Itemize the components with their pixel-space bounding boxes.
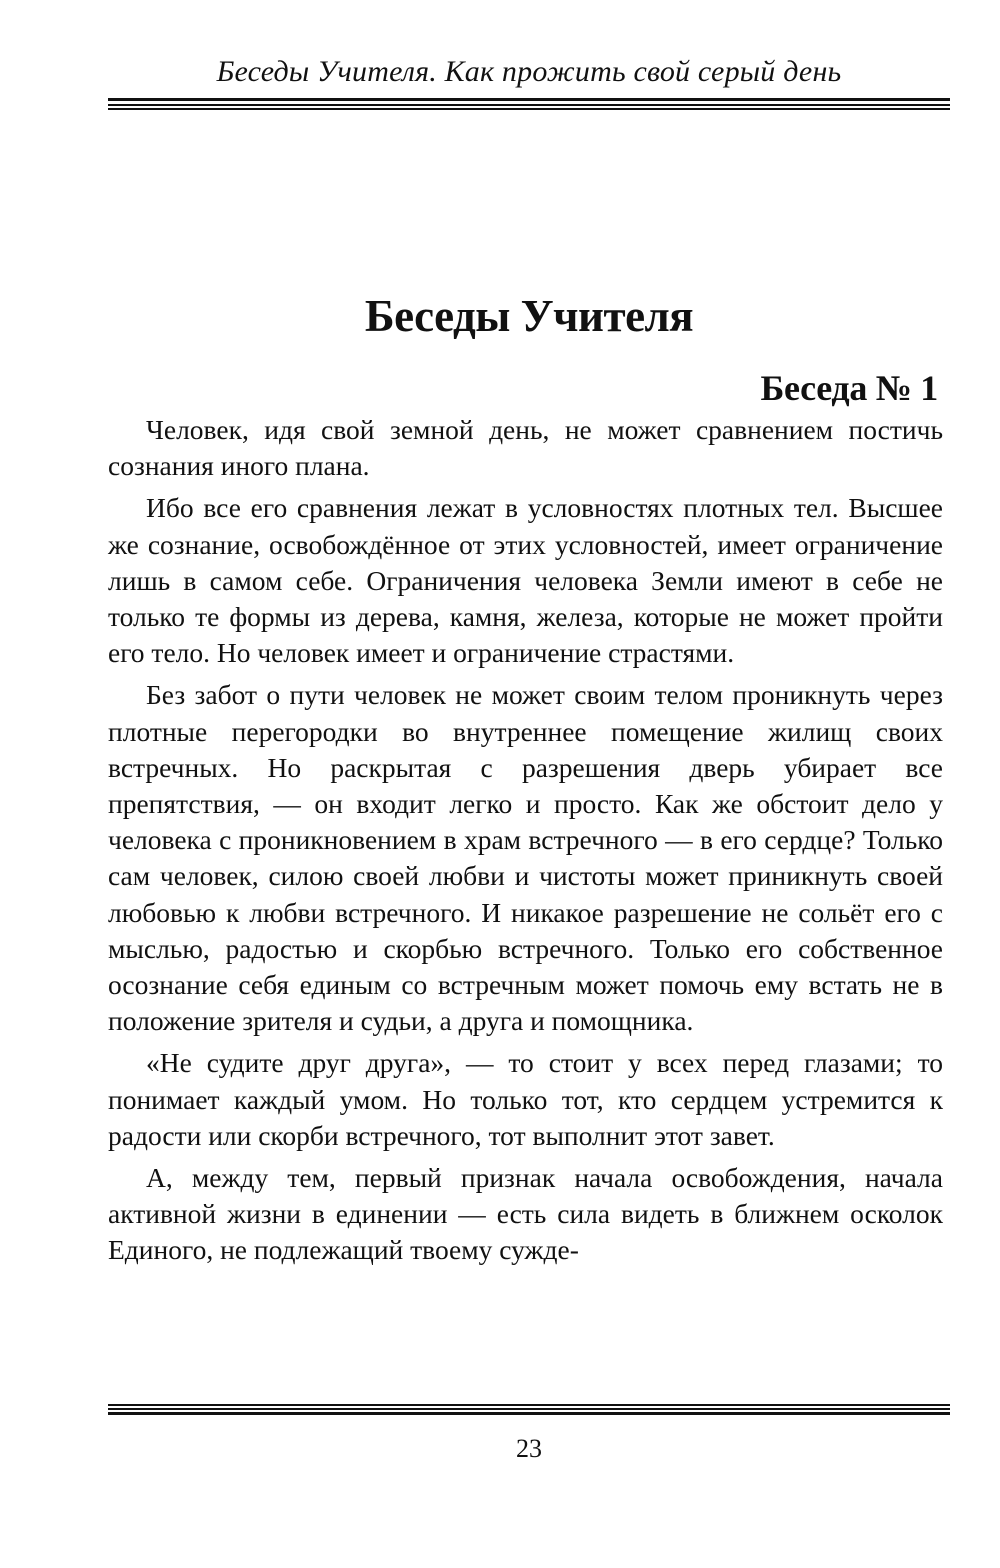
section-title: Беседа № 1	[760, 367, 938, 408]
page-number: 23	[516, 1434, 542, 1463]
paragraph: Ибо все его сравнения лежат в условностях плотных тел. Высшее же сознание, освобождённое от этих условностей, имеет ограничение лишь в самом себе. Ограничения человека Земли имеют в себе не только те формы из дерева, камня, железа, которые не может пройти его тело. Но человек имеет и ограничение страстями.	[108, 492, 943, 669]
body-text	[108, 412, 943, 1275]
paragraph: А, между тем, первый признак начала освобождения, начала активной жизни в единении — есть сила видеть в ближнем осколок Единого, не подлежащий твоему сужде-	[108, 1162, 943, 1266]
footer-divider	[108, 1404, 950, 1416]
header-divider	[108, 98, 950, 110]
paragraph: «Не судите друг друга», — то стоит у всех перед глазами; то понимает каждый умом. Но только тот, кто сердцем устремится к радости или скорби встречного, тот выполнит этот завет.	[108, 1047, 943, 1151]
paragraph: Без забот о пути человек не может своим телом проникнуть через плотные перегородки во внутреннее помещение жилищ своих встречных. Но раскрытая с разрешения дверь убирает все препятствия, — он входит легко и просто. Как же обстоит дело у человека с проникновением в храм встречного — в его сердце? Только сам человек, силою своей любви и чистоты может приникнуть своей любовью к любви встречного. И никакое разрешение не сольёт его с мыслью, радостью и скорбью встречного. Только его собственное осознание себя единым со встречным может помочь ему встать не в положение зрителя и судьи, а друга и помощника.	[108, 679, 943, 1037]
running-header: Беседы Учителя. Как прожить свой серый день	[216, 55, 842, 88]
page-title: Беседы Учителя	[364, 291, 694, 342]
paragraph: Человек, идя свой земной день, не может сравнением постичь сознания иного плана.	[108, 414, 943, 482]
